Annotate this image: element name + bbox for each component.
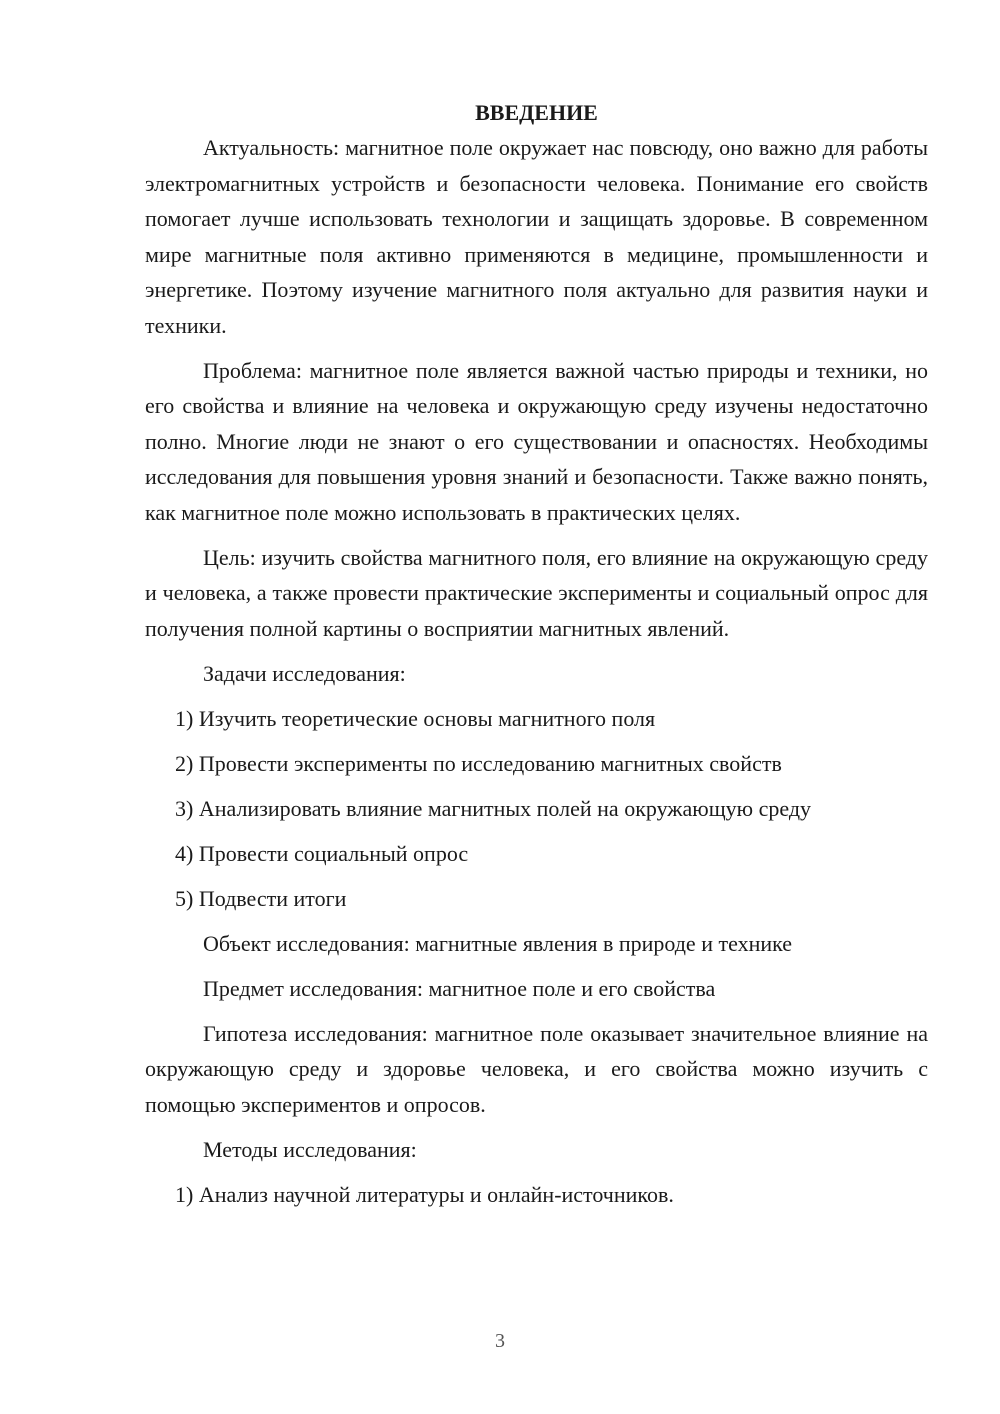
relevance-paragraph: Актуальность: магнитное поле окружает нас повсюду, оно важно для работы электромагнитных устройств и безопасности человека. Понимание его свойств помогает лучше использовать технологии и защищать здоровье. В современном мире магнитные поля активно применяются в медицине, промышленности и энергетике. Поэтому изучение магнитного поля актуально для развития науки и техники.: [145, 135, 928, 338]
page-number: 3: [495, 1330, 505, 1352]
methods-heading: Методы исследования:: [203, 1136, 417, 1162]
document-page: [145, 95, 928, 1222]
hypothesis-paragraph: Гипотеза исследования: магнитное поле оказывает значительное влияние на окружающую среду и здоровье человека, и его свойства можно изучить с помощью экспериментов и опросов.: [145, 1020, 928, 1117]
tasks-heading: Задачи исследования:: [203, 660, 406, 686]
goal-paragraph: Цель: изучить свойства магнитного поля, его влияние на окружающую среду и человека, а также провести практические эксперименты и социальный опрос для получения полной картины о восприятии магнитных явлений.: [145, 544, 928, 641]
method-item-1: 1) Анализ научной литературы и онлайн-источников.: [175, 1181, 674, 1207]
task-item-1: 1) Изучить теоретические основы магнитного поля: [175, 705, 656, 731]
task-item-2: 2) Провести эксперименты по исследованию магнитных свойств: [175, 750, 782, 776]
object-line: Объект исследования: магнитные явления в природе и технике: [203, 930, 793, 956]
problem-paragraph: Проблема: магнитное поле является важной частью природы и техники, но его свойства и влияние на человека и окружающую среду изучены недостаточно полно. Многие люди не знают о его существовании и опасностях. Необходимы исследования для повышения уровня знаний и безопасности. Также важно понять, как магнитное поле можно использовать в практических целях.: [145, 357, 928, 525]
section-title: ВВЕДЕНИЕ: [475, 100, 598, 125]
subject-line: Предмет исследования: магнитное поле и его свойства: [203, 975, 716, 1001]
task-item-4: 4) Провести социальный опрос: [175, 840, 469, 866]
task-item-5: 5) Подвести итоги: [175, 885, 347, 911]
task-item-3: 3) Анализировать влияние магнитных полей на окружающую среду: [175, 795, 812, 821]
